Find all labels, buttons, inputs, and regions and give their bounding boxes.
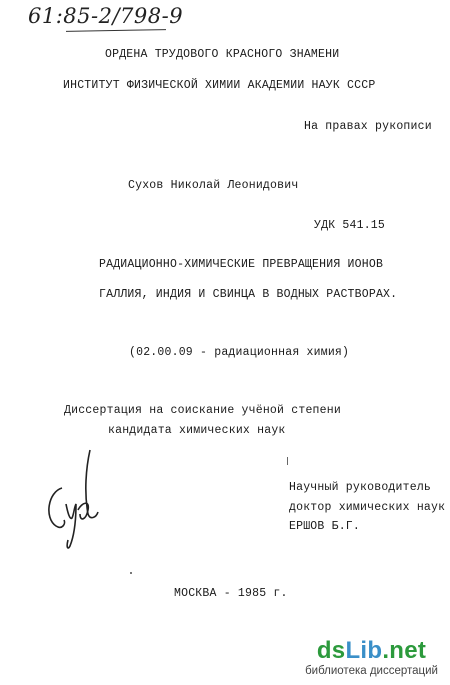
margin-tick-mark bbox=[287, 457, 288, 465]
handwritten-signature bbox=[40, 448, 100, 568]
rights-note: На правах рукописи bbox=[304, 120, 432, 133]
dslib-watermark bbox=[305, 639, 438, 677]
city-and-year: МОСКВА - 1985 г. bbox=[174, 587, 288, 600]
dslib-logo: dsLib.net bbox=[316, 637, 427, 664]
degree-line-2: кандидата химических наук bbox=[108, 424, 286, 437]
archive-code-underline bbox=[66, 29, 166, 32]
title-line-2: ГАЛЛИЯ, ИНДИЯ И СВИНЦА В ВОДНЫХ РАСТВОРАХ. bbox=[99, 288, 398, 301]
udc-code: УДК 541.15 bbox=[314, 219, 386, 232]
header-institute-line: ИНСТИТУТ ФИЗИЧЕСКОЙ ХИМИИ АКАДЕМИИ НАУК СССР bbox=[63, 79, 376, 92]
supervisor-name: ЕРШОВ Б.Г. bbox=[289, 520, 361, 533]
stray-dot-mark bbox=[130, 572, 132, 574]
author-name: Сухов Николай Леонидович bbox=[128, 179, 299, 192]
specialty-code: (02.00.09 - радиационная химия) bbox=[129, 346, 350, 359]
header-order-line: ОРДЕНА ТРУДОВОГО КРАСНОГО ЗНАМЕНИ bbox=[105, 48, 340, 61]
supervisor-degree: доктор химических наук bbox=[289, 501, 446, 514]
degree-line-1: Диссертация на соискание учёной степени bbox=[64, 404, 341, 417]
archive-code-handwritten: 61:85-2/798-9 bbox=[28, 4, 184, 28]
dslib-subtitle: библиотека диссертаций bbox=[305, 665, 438, 677]
title-line-1: РАДИАЦИОННО-ХИМИЧЕСКИЕ ПРЕВРАЩЕНИЯ ИОНОВ bbox=[99, 258, 384, 271]
supervisor-role: Научный руководитель bbox=[289, 481, 432, 494]
